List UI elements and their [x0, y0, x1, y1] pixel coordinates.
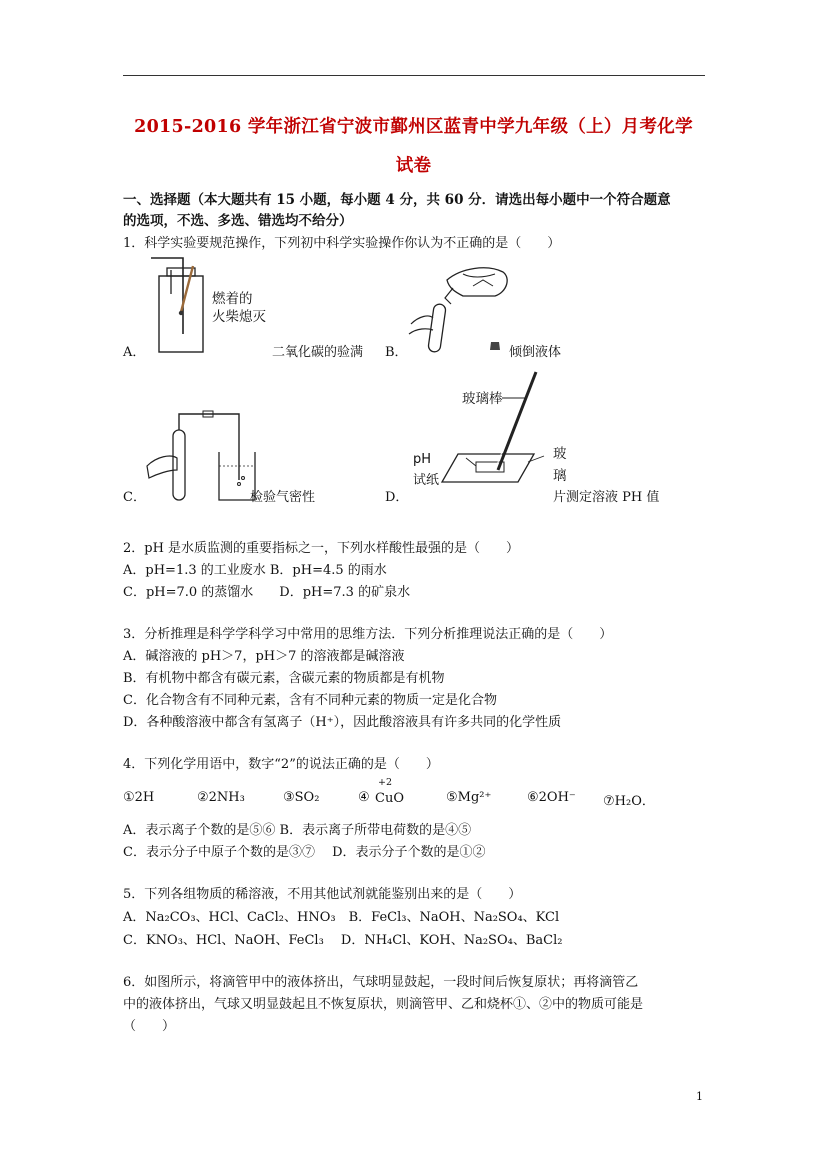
cu-charge: +2: [378, 777, 393, 788]
question-6-line-2: 中的液体挤出，气球又明显鼓起且不恢复原状，则滴管甲、乙和烧杯①、②中的物质可能是: [123, 997, 644, 1012]
formula-item: ⑤Mg²⁺: [446, 790, 492, 805]
question-4-options-2: C．表示分子中原子个数的是③⑦ D．表示分子个数的是①②: [123, 845, 486, 860]
question-1-stem: 1．科学实验要规范操作，下列初中科学实验操作你认为不正确的是（ ）: [123, 236, 561, 251]
match-label: 燃着的: [212, 291, 253, 307]
page-title: 2015-2016 学年浙江省宁波市鄞州区蓝青中学九年级（上）月考化学: [134, 117, 693, 137]
option-letter-d: D．: [385, 490, 409, 505]
question-5-stem: 5．下列各组物质的稀溶液，不用其他试剂就能鉴别出来的是（ ）: [123, 887, 522, 902]
question-2-options-1: A．pH=1.3 的工业废水 B．pH=4.5 的雨水: [123, 563, 387, 578]
glass-rod-label: 玻璃棒: [462, 391, 503, 407]
question-4-stem: 4．下列化学用语中，数字“2”的说法正确的是（ ）: [123, 757, 439, 772]
ph-paper-label-2: 试纸: [413, 473, 440, 488]
section-heading: 一、选择题（本大题共有 15 小题，每小题 4 分，共 60 分．请选出每小题中一个符合题意: [123, 192, 671, 208]
question-3-option-b: B．有机物中都含有碳元素，含碳元素的物质都是有机物: [123, 671, 445, 686]
match-label-2: 火柴熄灭: [212, 309, 266, 325]
question-2-stem: 2．pH 是水质监测的重要指标之一，下列水样酸性最强的是（ ）: [123, 541, 520, 556]
question-4-options-1: A．表示离子个数的是⑤⑥ B．表示离子所带电荷数的是④⑤: [123, 823, 472, 838]
section-heading-continued: 的选项，不选、多选、错选均不给分）: [123, 213, 353, 229]
formula-item: ②2NH₃: [197, 790, 245, 805]
question-6-line-1: 6．如图所示，将滴管甲中的液体挤出，气球明显鼓起，一段时间后恢复原状；再将滴管乙: [123, 975, 639, 990]
question-2-options-2: C．pH=7.0 的蒸馏水 D．pH=7.3 的矿泉水: [123, 585, 411, 600]
formula-item: ①2H: [123, 790, 155, 805]
option-letter-b: B．: [385, 345, 408, 360]
question-3-option-d: D．各种酸溶液中都含有氢离子（H⁺），因此酸溶液具有许多共同的化学性质: [123, 715, 562, 730]
formula-item: ⑦H₂O．: [603, 794, 655, 809]
glass-plate-label: 玻: [553, 446, 567, 462]
ph-paper-label: pH: [413, 452, 432, 467]
question-3-option-a: A．碱溶液的 pH＞7，pH＞7 的溶液都是碱溶液: [123, 649, 405, 664]
option-letter-a: A．: [123, 345, 146, 360]
question-6-line-3: （ ）: [123, 1019, 176, 1034]
option-c-caption: 检验气密性: [250, 490, 316, 505]
glass-plate-label-2: 璃: [553, 468, 567, 484]
stopper-icon: [488, 339, 502, 353]
option-a-caption: 二氧化碳的验满: [272, 345, 364, 360]
cu-formula: CuO: [375, 791, 404, 806]
page-title-continued: 试卷: [395, 156, 432, 176]
question-5-options-2: C．KNO₃、HCl、NaOH、FeCl₃ D．NH₄Cl、KOH、Na₂SO₄、BaCl₂: [123, 933, 563, 948]
question-3-stem: 3．分析推理是科学学科学习中常用的思维方法．下列分析推理说法正确的是（ ）: [123, 627, 613, 642]
question-3-option-c: C．化合物含有不同种元素，含有不同种元素的物质一定是化合物: [123, 693, 497, 708]
question-5-options-1: A．Na₂CO₃、HCl、CaCl₂、HNO₃ B．FeCl₃、NaOH、Na₂SO₄、KCl: [123, 910, 560, 925]
option-b-caption: 倾倒液体: [509, 345, 562, 360]
formula-item: ③SO₂: [283, 790, 320, 805]
formula-item: ⑥2OH⁻: [527, 790, 576, 805]
option-letter-c: C．: [123, 490, 146, 505]
page-number: 1: [696, 1090, 703, 1103]
airtightness-figure: [143, 408, 265, 504]
option-d-caption: 片测定溶液 PH 值: [553, 490, 660, 505]
formula-item: ④: [358, 790, 370, 805]
header-rule: [123, 75, 705, 76]
